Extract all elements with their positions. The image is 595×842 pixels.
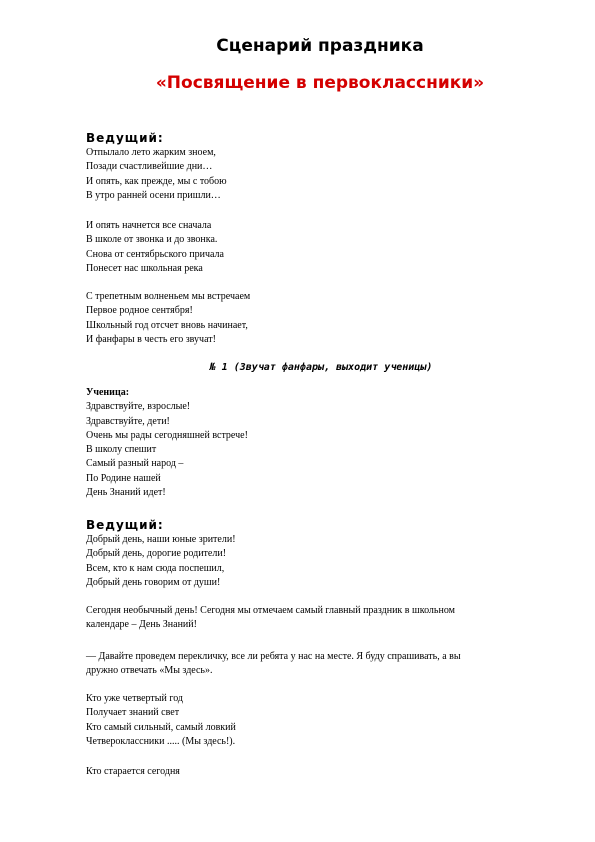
verse-line: И опять начнется все сначала xyxy=(86,220,212,231)
paragraph-line: — Давайте проведем перекличку, все ли ребята у нас на месте. Я буду спрашивать, а вы xyxy=(86,651,461,662)
verse-line: Кто самый сильный, самый ловкий xyxy=(86,721,236,733)
host-section-1 xyxy=(86,130,556,203)
student-section xyxy=(86,386,556,500)
stage-cue: № 1 (Звучат фанфары, выходит ученицы) xyxy=(209,362,433,373)
verse-line: С трепетным волненьем мы встречаем xyxy=(86,291,251,302)
stanza-3 xyxy=(86,290,556,347)
verse-line: Добрый день, дорогие родители! xyxy=(86,548,227,560)
verse-line: Кто старается сегодня xyxy=(86,766,180,777)
verse-line: Здравствуйте, взрослые! xyxy=(86,401,191,413)
verse-line: Очень мы рады сегодняшней встрече! xyxy=(86,429,248,441)
verse-line: Кто уже четвертый год xyxy=(86,693,184,704)
verse-line: Самый разный народ – xyxy=(86,458,184,470)
verse-line: И опять, как прежде, мы с тобою xyxy=(86,175,227,187)
verse-line: В школе от звонка и до звонка. xyxy=(86,234,218,246)
student-label: Ученица: xyxy=(86,387,130,398)
host-label: Ведущий: xyxy=(86,518,164,532)
host-section-2 xyxy=(86,517,556,590)
paragraph-2 xyxy=(86,650,556,679)
verse-line: Понесет нас школьная река xyxy=(86,262,203,274)
verse-line: Добрый день говорим от души! xyxy=(86,576,221,588)
stanza-1 xyxy=(86,146,556,203)
verse-line: В школу спешит xyxy=(86,444,157,456)
verse-line: Позади счастливейшие дни… xyxy=(86,161,213,173)
verse-line: День Знаний идет! xyxy=(86,487,166,499)
verse-line: Снова от сентябрьского причала xyxy=(86,248,224,260)
paragraph-line: дружно отвечать «Мы здесь». xyxy=(86,665,213,677)
stanza-2 xyxy=(86,219,556,276)
paragraph-line: календаре – День Знаний! xyxy=(86,619,197,631)
verse-line: Всем, кто к нам сюда поспешил, xyxy=(86,562,225,574)
verse-line: Добрый день, наши юные зрители! xyxy=(86,534,236,545)
document-title: Сценарий праздника xyxy=(216,36,424,56)
verse-line: Получает знаний свет xyxy=(86,707,180,719)
host-label: Ведущий: xyxy=(86,131,164,145)
last-stanza xyxy=(86,765,556,779)
verse-line: Первое родное сентября! xyxy=(86,305,193,317)
verse-line: Отпылало лето жарким зноем, xyxy=(86,147,216,158)
verse-line: По Родине нашей xyxy=(86,472,161,484)
document-subtitle: «Посвящение в первоклассники» xyxy=(155,73,485,93)
verse-line: В утро ранней осени пришли… xyxy=(86,189,221,201)
verse-line: Школьный год отсчет вновь начинает, xyxy=(86,319,248,331)
verse-line: И фанфары в честь его звучат! xyxy=(86,333,216,345)
verse-line: Здравствуйте, дети! xyxy=(86,415,170,427)
paragraph-line: Сегодня необычный день! Сегодня мы отмечаем самый главный праздник в школьном xyxy=(86,605,455,616)
verse-line: Четвероклассники ..... (Мы здесь!). xyxy=(86,735,236,747)
paragraph-1 xyxy=(86,604,556,633)
stanza-6 xyxy=(86,692,556,749)
